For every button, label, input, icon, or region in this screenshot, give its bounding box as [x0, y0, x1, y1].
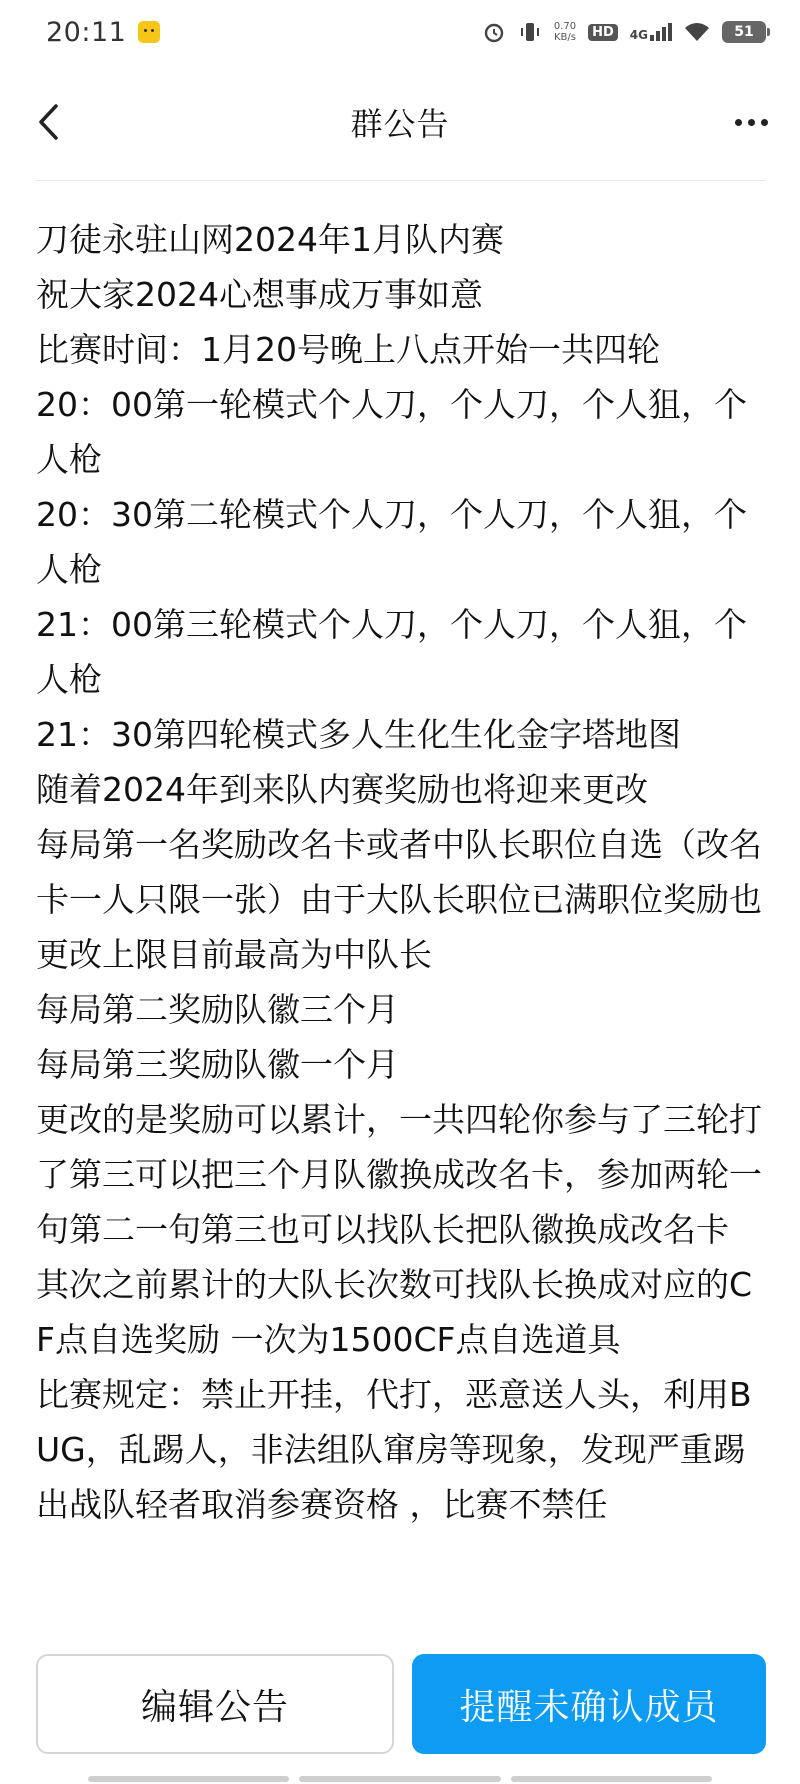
announcement-content[interactable] — [36, 212, 766, 1602]
announcement-line: 20：30第二轮模式个人刀，个人刀，个人狙，个人枪 — [36, 495, 747, 589]
alarm-icon — [482, 20, 506, 44]
remind-unconfirmed-button[interactable]: 提醒未确认成员 — [412, 1654, 766, 1754]
signal-icon — [650, 23, 672, 41]
page-title: 群公告 — [350, 105, 450, 143]
chevron-left-icon — [36, 103, 60, 141]
battery-icon: 51 — [722, 21, 766, 43]
announcement-line: 随着2024年到来队内赛奖励也将迎来更改 — [36, 770, 648, 809]
announcement-line: 祝大家2024心想事成万事如意 — [36, 275, 483, 314]
network-type: 4G — [629, 28, 648, 42]
header-divider — [36, 180, 766, 181]
nav-bar — [0, 64, 800, 180]
app-notification-icon — [138, 21, 160, 43]
status-time: 20:11 — [46, 16, 127, 48]
announcement-line: 其次之前累计的大队长次数可找队长换成对应的CF点自选奖励 一次为1500CF点自选道具 — [36, 1265, 753, 1359]
gesture-bar — [88, 1776, 712, 1782]
network-speed-unit: KB/s — [553, 32, 576, 43]
status-bar — [0, 0, 800, 64]
edit-announcement-button[interactable]: 编辑公告 — [36, 1654, 394, 1754]
announcement-line: 每局第三奖励队徽一个月 — [36, 1045, 399, 1084]
status-icons — [482, 20, 766, 44]
announcement-line: 每局第一名奖励改名卡或者中队长职位自选（改名卡一人只限一张）由于大队长职位已满职位奖励也更改上限目前最高为中队长 — [36, 825, 762, 974]
hd-badge: HD — [588, 24, 618, 41]
announcement-line: 比赛规定：禁止开挂，代打，恶意送人头，利用BUG，乱踢人，非法组队窜房等现象，发现严重踢出战队轻者取消参赛资格 ，比赛不禁任 — [36, 1375, 752, 1524]
back-button[interactable] — [28, 102, 68, 142]
announcement-line: 每局第二奖励队徽三个月 — [36, 990, 399, 1029]
more-options-button[interactable] — [728, 102, 774, 142]
wifi-icon — [684, 21, 710, 43]
network-speed — [554, 21, 576, 43]
announcement-line: 刀徒永驻山网2024年1月队内赛 — [36, 220, 504, 259]
action-bar — [36, 1654, 766, 1754]
announcement-line: 比赛时间：1月20号晚上八点开始一共四轮 — [36, 330, 660, 369]
announcement-line: 更改的是奖励可以累计，一共四轮你参与了三轮打了第三可以把三个月队徽换成改名卡，参加两轮一句第二一句第三也可以找队长把队徽换成改名卡 — [36, 1100, 762, 1249]
more-dot-icon — [748, 119, 755, 126]
more-dot-icon — [761, 119, 768, 126]
network-speed-value: 0.70 — [553, 21, 577, 32]
announcement-line: 21：30第四轮模式多人生化生化金字塔地图 — [36, 715, 681, 754]
announcement-line: 21：00第三轮模式个人刀，个人刀，个人狙，个人枪 — [36, 605, 747, 699]
more-dot-icon — [735, 119, 742, 126]
announcement-line: 20：00第一轮模式个人刀，个人刀，个人狙，个人枪 — [36, 385, 747, 479]
vibrate-icon — [518, 20, 542, 44]
